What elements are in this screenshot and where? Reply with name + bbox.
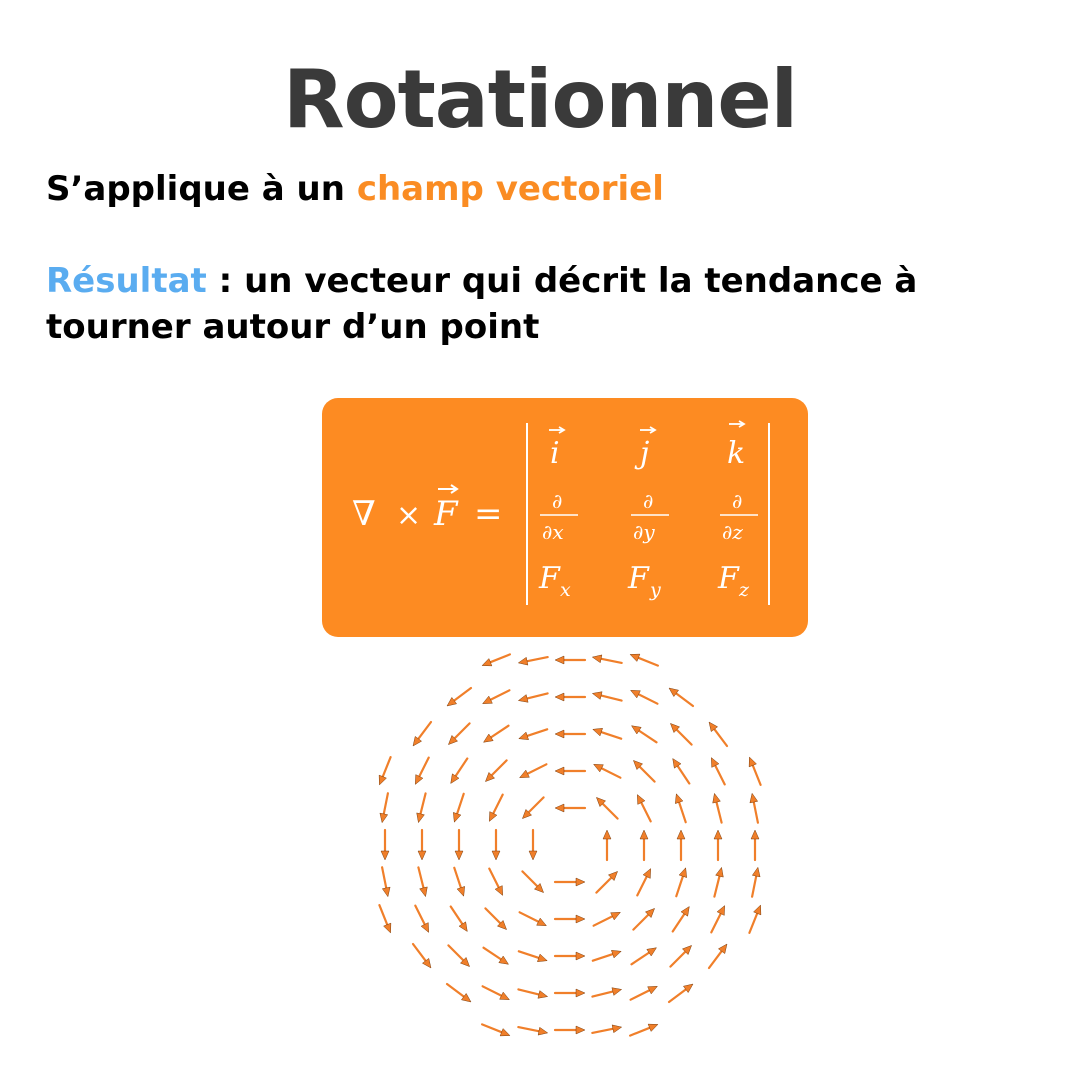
field-arrow-icon xyxy=(520,764,547,777)
field-arrow-icon xyxy=(596,871,617,892)
field-arrow-icon xyxy=(673,759,690,784)
unit-j: j xyxy=(640,436,650,471)
equals-symbol: = xyxy=(474,494,503,534)
field-arrow-icon xyxy=(484,726,509,743)
field-arrow-icon xyxy=(379,905,391,933)
component-Fy: F xyxy=(628,561,649,596)
partial-z-denominator: ∂z xyxy=(722,520,743,544)
vector-arrow-i xyxy=(549,427,564,433)
field-arrow-icon xyxy=(448,945,469,966)
field-arrow-icon xyxy=(711,906,724,933)
field-arrow-icon xyxy=(529,830,537,860)
field-arrow-icon xyxy=(632,948,657,965)
field-arrow-icon xyxy=(418,830,426,860)
field-arrow-icon xyxy=(555,915,585,923)
field-arrow-icon xyxy=(637,869,650,896)
field-arrow-icon xyxy=(711,758,724,785)
field-arrow-icon xyxy=(380,793,388,822)
field-arrow-icon xyxy=(485,908,506,929)
field-arrow-icon xyxy=(596,797,617,818)
field-arrow-icon xyxy=(633,908,654,929)
field-arrow-icon xyxy=(489,869,502,896)
result-label: Résultat xyxy=(46,261,207,301)
field-arrow-icon xyxy=(592,692,621,701)
field-arrow-icon xyxy=(677,830,685,860)
field-arrow-icon xyxy=(555,730,585,738)
partial-x-numerator: ∂ xyxy=(552,489,563,513)
field-arrow-icon xyxy=(454,868,464,896)
component-Fz: F xyxy=(718,561,739,596)
field-arrow-icon xyxy=(676,868,686,896)
component-Fy-subscript: y xyxy=(650,579,661,601)
nabla-symbol: ∇ xyxy=(352,494,376,534)
field-arrow-icon xyxy=(555,693,585,701)
vector-arrow-F xyxy=(438,485,457,493)
field-arrow-icon xyxy=(381,830,389,860)
field-arrow-icon xyxy=(520,912,547,925)
field-arrow-icon xyxy=(555,656,585,664)
field-arrow-icon xyxy=(637,795,650,822)
field-arrow-icon xyxy=(555,878,585,886)
field-arrow-icon xyxy=(518,693,547,702)
field-arrow-icon xyxy=(751,830,759,860)
result-line xyxy=(46,258,1036,304)
vector-arrow-k xyxy=(729,421,744,427)
field-arrow-icon xyxy=(455,830,463,860)
field-arrow-icon xyxy=(593,728,621,738)
field-arrow-icon xyxy=(631,690,658,703)
field-arrow-icon xyxy=(750,793,758,822)
field-arrow-icon xyxy=(714,867,723,896)
field-arrow-icon xyxy=(418,867,427,896)
intro-highlight: champ vectoriel xyxy=(356,169,664,209)
field-arrow-icon xyxy=(518,1027,547,1035)
field-arrow-icon xyxy=(522,797,543,818)
field-arrow-icon xyxy=(670,945,691,966)
component-Fz-subscript: z xyxy=(739,579,750,601)
field-arrow-icon xyxy=(749,905,761,933)
cross-symbol: × xyxy=(396,498,422,533)
field-arrow-icon xyxy=(593,950,621,960)
component-Fx-subscript: x xyxy=(560,579,571,601)
field-arrow-icon xyxy=(670,723,691,744)
curl-formula-box xyxy=(322,398,808,637)
field-arrow-icon xyxy=(492,830,500,860)
field-arrow-icon xyxy=(448,723,469,744)
field-arrow-icon xyxy=(631,986,658,999)
field-arrow-icon xyxy=(669,984,693,1002)
unit-k: k xyxy=(727,436,746,471)
component-Fx: F xyxy=(539,561,560,596)
field-arrow-icon xyxy=(592,988,621,997)
field-arrow-icon xyxy=(673,907,690,932)
field-arrow-icon xyxy=(633,760,654,781)
field-arrow-icon xyxy=(632,726,657,743)
field-arrow-icon xyxy=(555,989,585,997)
field-arrow-icon xyxy=(713,793,722,822)
field-arrow-icon xyxy=(518,989,547,998)
field-arrow-icon xyxy=(519,951,547,961)
field-F: F xyxy=(434,494,458,534)
field-arrow-icon xyxy=(669,688,693,706)
field-arrow-icon xyxy=(675,794,685,822)
field-arrow-icon xyxy=(489,795,502,822)
field-arrow-icon xyxy=(413,722,431,746)
field-arrow-icon xyxy=(451,759,468,784)
field-arrow-icon xyxy=(484,948,509,965)
field-arrow-icon xyxy=(382,867,390,896)
field-arrow-icon xyxy=(522,871,543,892)
field-arrow-icon xyxy=(594,912,621,925)
partial-x-denominator: ∂x xyxy=(542,520,564,544)
field-arrow-icon xyxy=(592,655,621,663)
field-arrow-icon xyxy=(413,944,431,968)
intro-text: S’applique à un xyxy=(46,169,357,209)
field-arrow-icon xyxy=(749,757,761,785)
field-arrow-icon xyxy=(447,984,471,1002)
field-arrow-icon xyxy=(447,688,471,706)
field-arrow-icon xyxy=(518,657,547,665)
partial-y-numerator: ∂ xyxy=(643,489,654,513)
field-arrow-icon xyxy=(485,760,506,781)
field-arrow-icon xyxy=(714,830,722,860)
intro-line xyxy=(46,166,1036,212)
field-arrow-icon xyxy=(594,764,621,777)
rotational-vector-field xyxy=(340,645,800,1065)
field-arrow-icon xyxy=(415,758,428,785)
field-arrow-icon xyxy=(415,906,428,933)
field-arrow-icon xyxy=(482,654,510,666)
curl-formula xyxy=(322,398,808,637)
result-line-continued: tourner autour d’un point xyxy=(46,307,540,347)
result-text: : un vecteur qui décrit la tendance à xyxy=(206,261,918,301)
field-arrow-icon xyxy=(592,1025,621,1033)
field-arrow-icon xyxy=(640,830,648,860)
field-arrow-icon xyxy=(555,804,585,812)
field-arrow-icon xyxy=(630,1024,658,1036)
field-arrow-icon xyxy=(709,944,727,968)
partial-z-numerator: ∂ xyxy=(732,489,743,513)
field-arrow-icon xyxy=(555,767,585,775)
field-arrow-icon xyxy=(482,1024,510,1036)
field-arrow-icon xyxy=(630,654,658,666)
field-arrow-icon xyxy=(483,690,510,703)
page-title: Rotationnel xyxy=(283,53,797,146)
field-arrow-icon xyxy=(709,722,727,746)
field-arrow-icon xyxy=(555,1026,585,1034)
unit-i: i xyxy=(550,436,560,471)
field-arrow-icon xyxy=(483,986,510,999)
partial-y-denominator: ∂y xyxy=(633,520,655,544)
vector-arrow-j xyxy=(640,427,655,433)
field-arrow-icon xyxy=(603,830,611,860)
field-arrow-icon xyxy=(752,867,760,896)
field-arrow-icon xyxy=(453,794,463,822)
field-arrow-icon xyxy=(379,757,391,785)
field-arrow-icon xyxy=(555,952,585,960)
field-arrow-icon xyxy=(451,907,468,932)
field-arrow-icon xyxy=(417,793,426,822)
field-arrow-icon xyxy=(519,729,547,739)
